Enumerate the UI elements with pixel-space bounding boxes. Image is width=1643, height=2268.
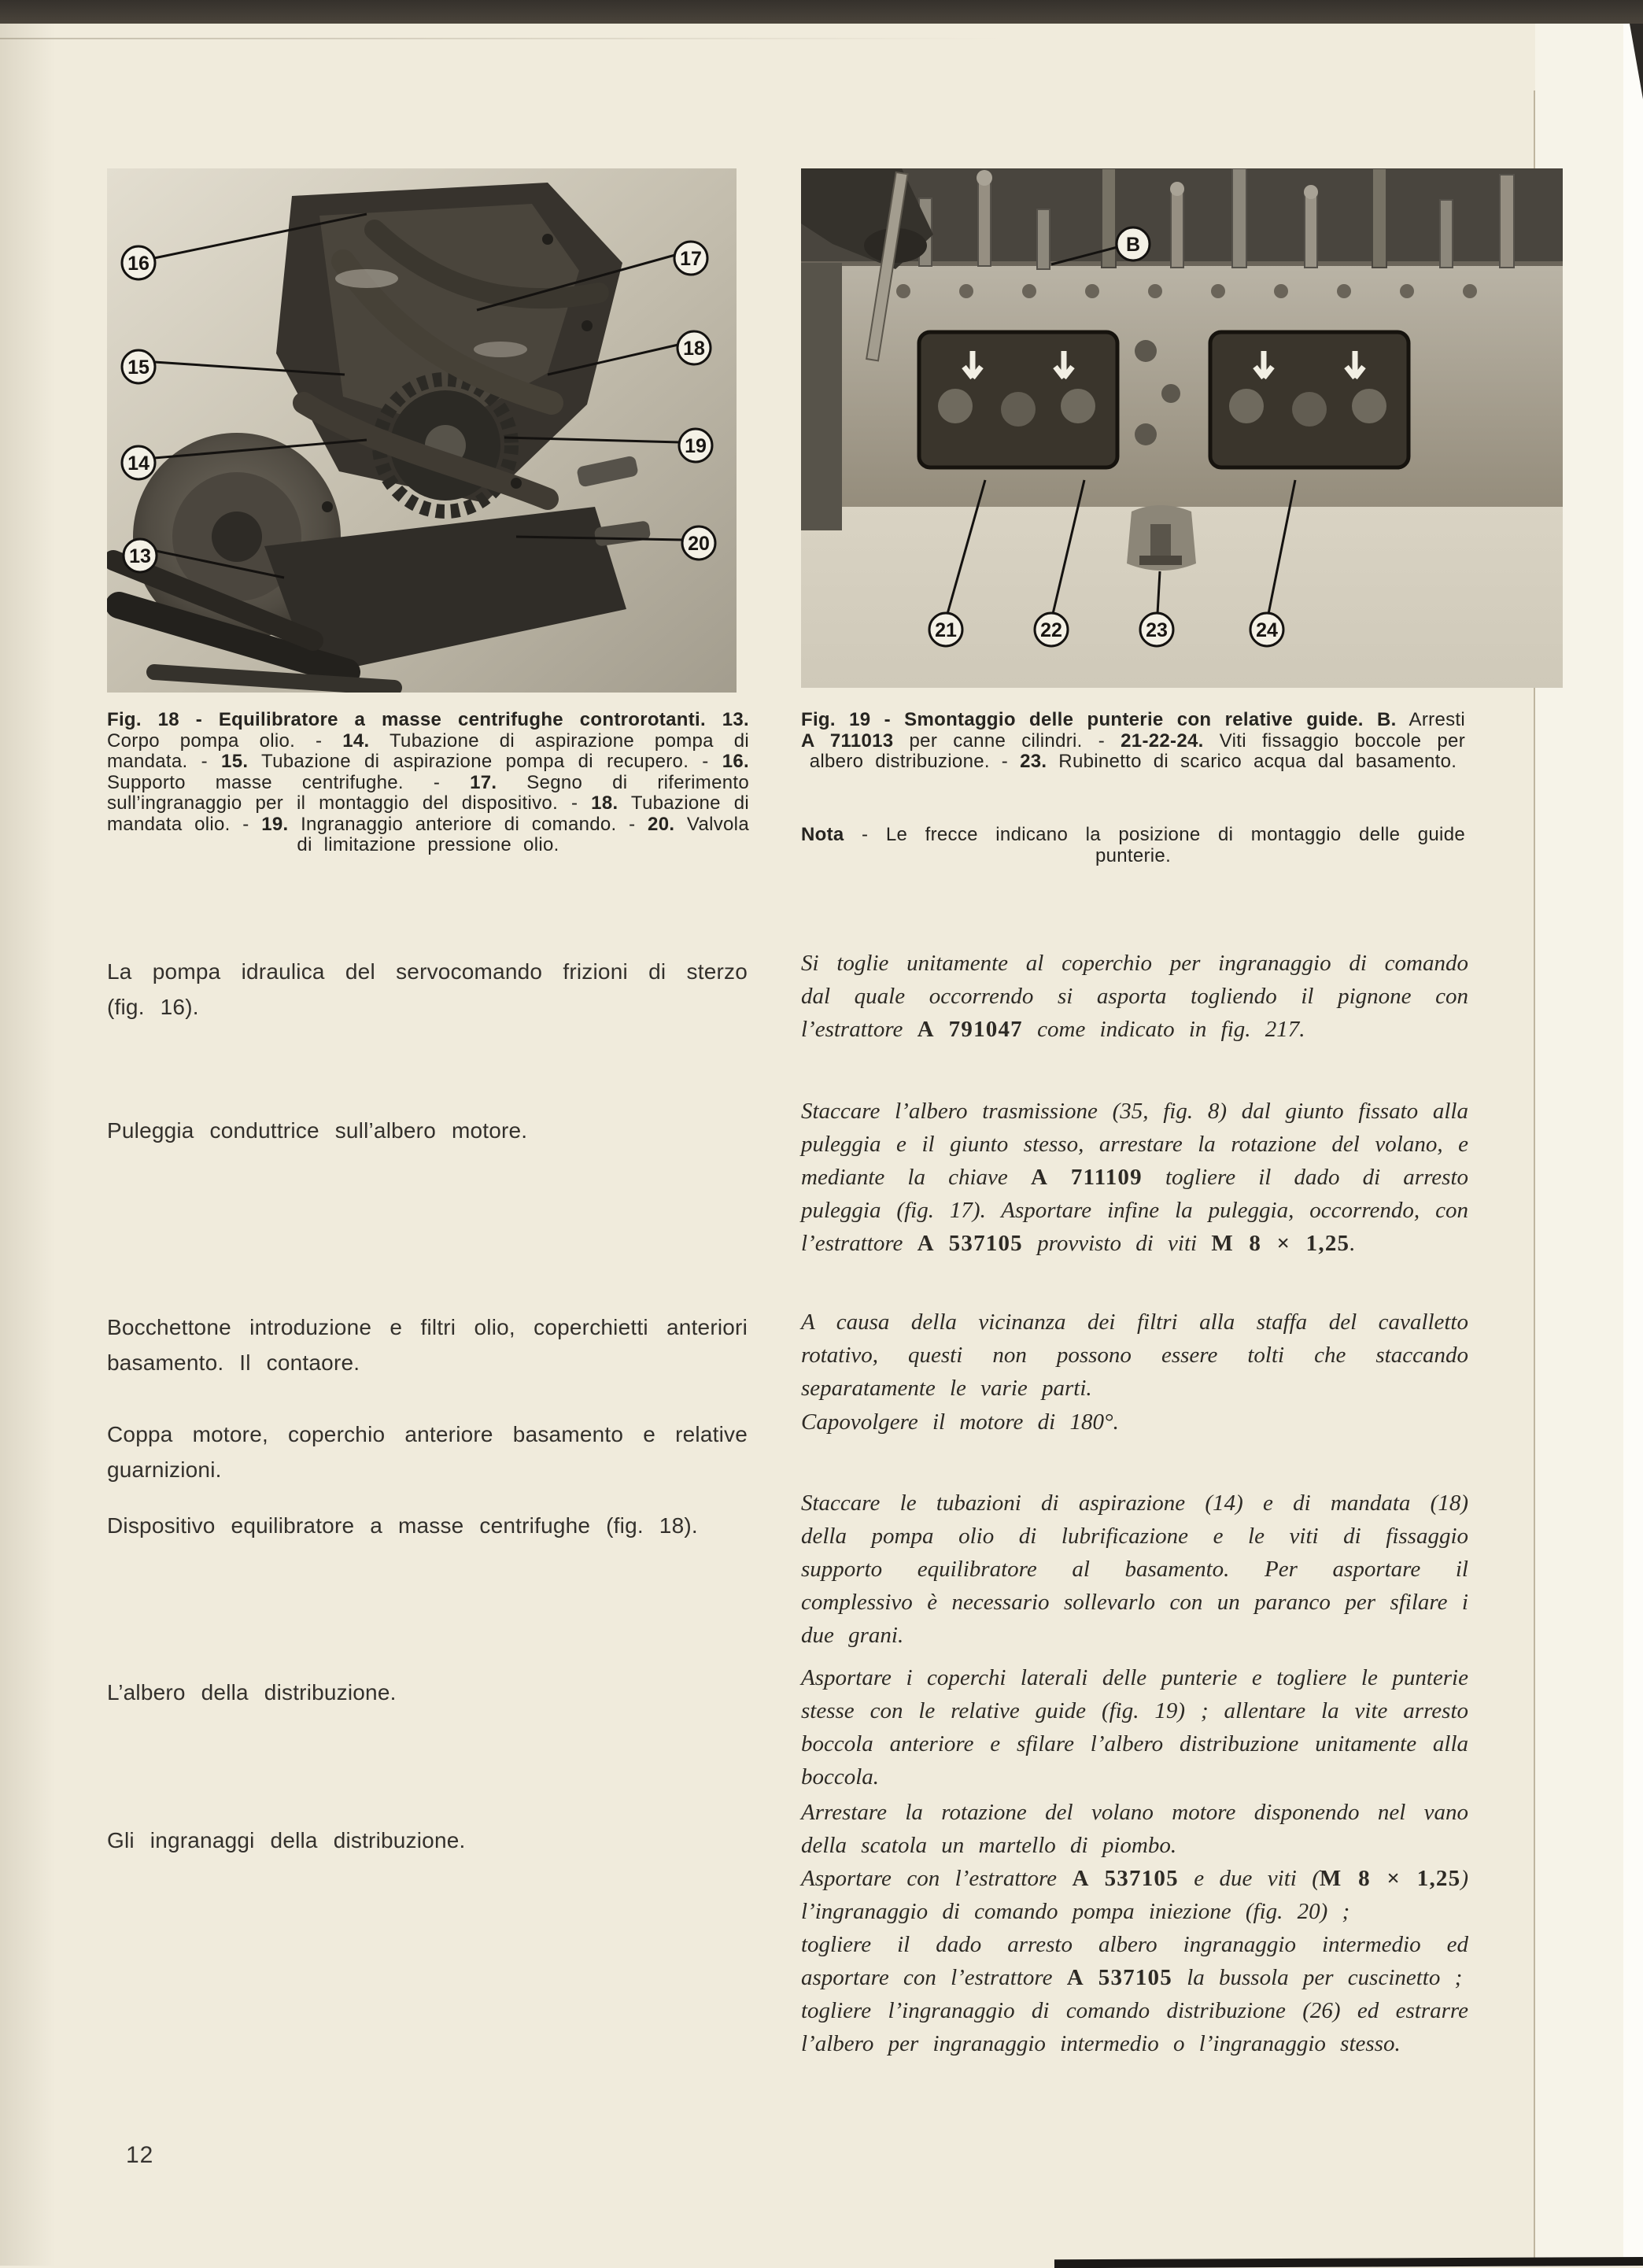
figure-19-photo: [801, 168, 1563, 688]
left-paragraph-3: Bocchettone introduzione e filtri olio, coperchietti anteriori basamento. Il contaore.: [107, 1315, 748, 1375]
callout-16: 16: [127, 253, 150, 275]
page-right-white-edge: [1623, 24, 1643, 2266]
figure-19-caption: Fig. 19 - Smontaggio delle punterie con relative guide. B. Arresti A 711013 per canne cilindri. - 21-22-24. Viti fissaggio boccole per albero distribuzione. - 23. Rubinetto di scarico acqua dal basamento.: [801, 709, 1466, 772]
right-paragraph-7d: togliere l’ingranaggio di comando distribuzione (26) ed estrarre l’albero per ingranaggio intermedio o l’ingranaggio stesso.: [801, 1998, 1468, 2056]
page-number: 12: [126, 2142, 154, 2168]
right-paragraph-7-group: [801, 1796, 1468, 2060]
left-paragraph-7: Gli ingranaggi della distribuzione.: [107, 1828, 466, 1852]
figure-19-illustration: [801, 168, 1563, 688]
callout-14: 14: [127, 452, 150, 475]
callout-b: B: [1125, 234, 1141, 256]
callout-24: 24: [1256, 619, 1278, 641]
scanner-background-bottom: [1054, 2257, 1643, 2268]
callout-13: 13: [129, 545, 151, 567]
callout-22: 22: [1040, 619, 1062, 641]
figure-19-note: Nota - Le frecce indicano la posizione di montaggio delle guide punterie.: [801, 824, 1465, 866]
right-paragraph-7b: Asportare con l’estrattore A 537105 e due viti (M 8 × 1,25) l’ingranaggio di comando pompa iniezione (fig. 20) ;: [801, 1866, 1468, 1924]
callout-23: 23: [1146, 619, 1168, 641]
left-paragraph-4: Coppa motore, coperchio anteriore basamento e relative guarnizioni.: [107, 1422, 748, 1482]
right-paragraph-2: Staccare l’albero trasmissione (35, fig. 8) dal giunto fissato alla puleggia e il giunto stesso, arrestare la rotazione del volano, e mediante la chiave A 711109 togliere il dado di arresto puleggia (fig. 17). Asportare infine la puleggia, occorrendo, con l’estrattore A 537105 provvisto di viti M 8 × 1,25.: [801, 1099, 1469, 1256]
right-paragraph-1: Si toglie unitamente al coperchio per ingranaggio di comando dal quale occorrendo si asporta togliendo il pignone con l’estrattore A 791047 come indicato in fig. 217.: [801, 951, 1468, 1042]
callout-19: 19: [685, 435, 707, 457]
figure-18-caption: Fig. 18 - Equilibratore a masse centrifughe controrotanti. 13. Corpo pompa olio. - 14. Tubazione di aspirazione pompa di mandata. - 15. Tubazione di aspirazione pompa di recupero. - 16. Supporto masse centrifughe. - 17. Segno di riferimento sull’ingranaggio per il montaggio del dispositivo. - 18. Tubazione di mandata olio. - 19. Ingranaggio anteriore di comando. - 20. Valvola di limitazione pressione olio.: [107, 709, 750, 855]
right-paragraph-7a: Arrestare la rotazione del volano motore disponendo nel vano della scatola un martello di piombo.: [801, 1800, 1468, 1858]
right-paragraph-6: Asportare i coperchi laterali delle punterie e togliere le punterie stesse con le relative guide (fig. 19) ; allentare la vite arresto boccola anteriore e sfilare l’albero distribuzione unitamente alla boccola.: [801, 1665, 1468, 1790]
page-crease: [0, 38, 1259, 39]
callout-17: 17: [680, 248, 702, 270]
left-paragraph-6: L’albero della distribuzione.: [107, 1680, 397, 1705]
callout-15: 15: [127, 356, 150, 379]
right-paragraph-4: Capovolgere il motore di 180°.: [801, 1409, 1119, 1435]
callout-18: 18: [683, 338, 705, 360]
figure-18-photo: [107, 168, 737, 693]
callout-20: 20: [688, 533, 710, 555]
scanner-background-top: [0, 0, 1643, 24]
right-paragraph-3: A causa della vicinanza dei filtri alla staffa del cavalletto rotativo, questi non possono essere tolti che staccando separatamente le varie parti.: [801, 1309, 1468, 1401]
callout-21: 21: [935, 619, 957, 641]
figure-18-illustration: [107, 168, 737, 693]
engine-block-top: [801, 263, 1563, 511]
left-paragraph-5: Dispositivo equilibratore a masse centrifughe (fig. 18).: [107, 1513, 698, 1538]
left-paragraph-2: Puleggia conduttrice sull’albero motore.: [107, 1118, 528, 1143]
right-paragraph-5: Staccare le tubazioni di aspirazione (14) e di mandata (18) della pompa olio di lubrificazione e le viti di fissaggio supporto equilibratore al basamento. Per asportare il complessivo è necessario sollevarlo con un paranco per sfilare i due grani.: [801, 1490, 1468, 1648]
water-drain-tap: [1127, 505, 1196, 571]
right-paragraph-7c: togliere il dado arresto albero ingranaggio intermedio ed asportare con l’estrattore A 537105 la bussola per cuscinetto ;: [801, 1932, 1468, 1990]
left-paragraph-1: La pompa idraulica del servocomando frizioni di sterzo (fig. 16).: [107, 959, 748, 1019]
page-left-shadow: [0, 24, 55, 2266]
